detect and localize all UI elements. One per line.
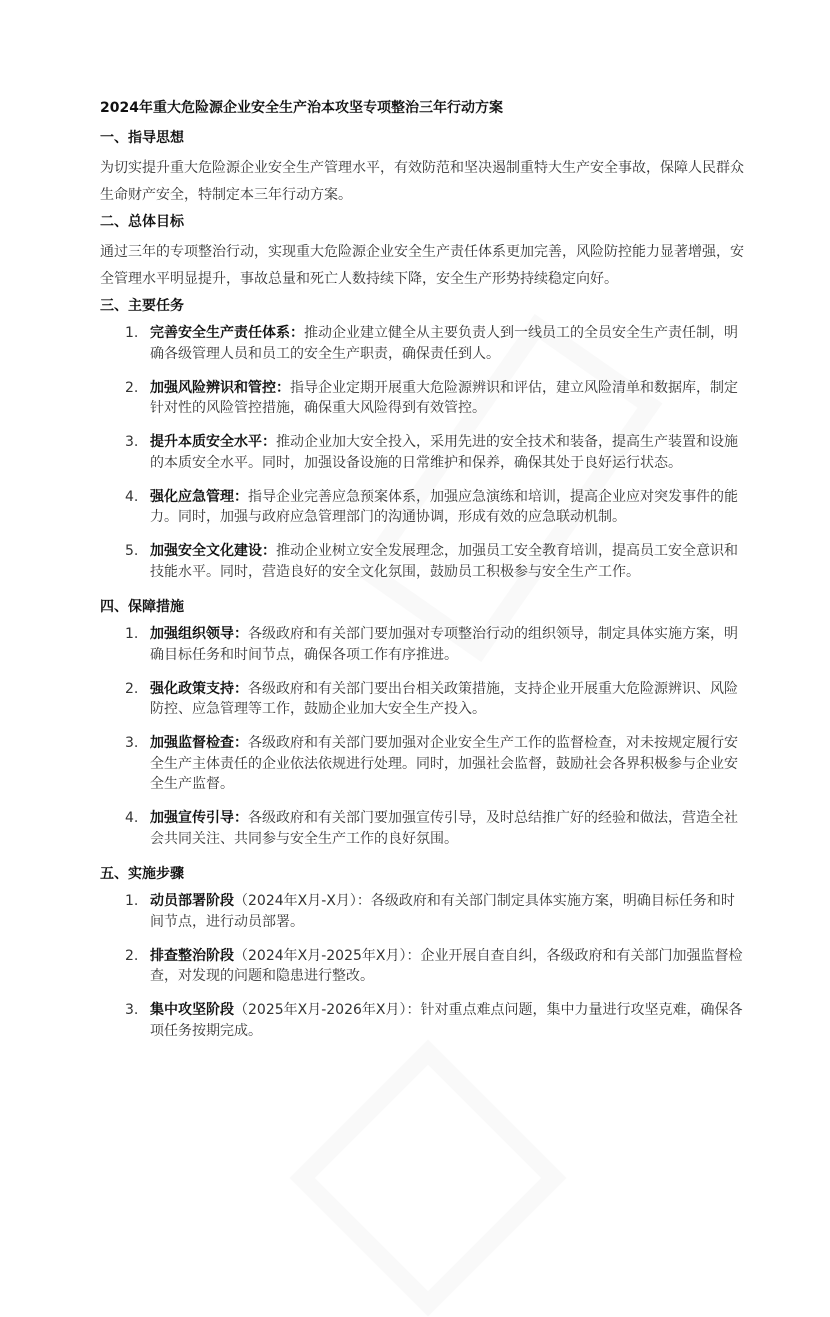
list-text bbox=[150, 624, 745, 665]
list-item bbox=[100, 1000, 745, 1041]
list-item-label: 排查整治阶段 bbox=[150, 947, 234, 964]
list-number: 5. bbox=[125, 543, 139, 559]
list-item-label: 加强组织领导： bbox=[150, 626, 248, 642]
list-number: 4. bbox=[125, 810, 139, 826]
list-item-body: 推动企业树立安全发展理念，加强员工安全教育培训，提高员工安全意识和技能水平。同时，营造良好的安全文化氛围，鼓励员工积极参与安全生产工作。 bbox=[150, 543, 738, 580]
list-text bbox=[150, 946, 745, 987]
list-item-label: 强化政策支持： bbox=[150, 680, 248, 697]
list-item bbox=[100, 378, 745, 419]
numbered-list bbox=[100, 891, 745, 1041]
list-item-label: 加强风险辨识和管控： bbox=[150, 379, 290, 396]
list-number: 2. bbox=[125, 379, 139, 396]
list-item-label: 完善安全生产责任体系： bbox=[150, 325, 304, 341]
list-text bbox=[150, 679, 745, 720]
list-item bbox=[100, 541, 745, 582]
list-text bbox=[150, 1000, 745, 1041]
list-item bbox=[100, 733, 745, 795]
list-item bbox=[100, 891, 745, 932]
list-item bbox=[100, 808, 745, 849]
section-paragraph: 为切实提升重大危险源企业安全生产管理水平，有效防范和坚决遏制重特大生产安全事故，保障人民群众生命财产安全，特制定本三年行动方案。 bbox=[100, 160, 744, 203]
list-item-body: 推动企业加大安全投入，采用先进的安全技术和装备，提高生产装置和设施的本质安全水平。同时，加强设备设施的日常维护和保养，确保其处于良好运行状态。 bbox=[150, 434, 738, 471]
list-text bbox=[150, 487, 745, 528]
numbered-list bbox=[100, 323, 745, 582]
list-text bbox=[150, 432, 745, 473]
list-item-label: 加强监督检查： bbox=[150, 735, 248, 751]
list-number: 3. bbox=[125, 1002, 139, 1018]
numbered-list bbox=[100, 624, 745, 849]
list-item bbox=[100, 323, 745, 364]
list-item-label: 加强宣传引导： bbox=[150, 810, 248, 826]
list-number: 2. bbox=[125, 947, 139, 964]
list-item-body: 各级政府和有关部门要加强对专项整治行动的组织领导，制定具体实施方案，明确目标任务和时间节点，确保各项工作有序推进。 bbox=[150, 626, 738, 663]
list-item-label: 强化应急管理： bbox=[150, 488, 248, 505]
list-item-body: 各级政府和有关部门要出台相关政策措施，支持企业开展重大危险源辨识、风险防控、应急管理等工作，鼓励企业加大安全生产投入。 bbox=[150, 680, 738, 717]
list-number: 4. bbox=[125, 488, 139, 505]
section-heading: 四、保障措施 bbox=[100, 599, 184, 615]
watermark bbox=[289, 1039, 566, 1316]
list-item-label: 集中攻坚阶段 bbox=[150, 1002, 234, 1018]
list-number: 1. bbox=[125, 626, 139, 642]
list-item bbox=[100, 679, 745, 720]
list-item-body: 推动企业建立健全从主要负责人到一线员工的全员安全生产责任制，明确各级管理人员和员工的安全生产职责，确保责任到人。 bbox=[150, 325, 738, 362]
list-number: 1. bbox=[125, 325, 139, 341]
list-item-body: （2024年X月-X月）：各级政府和有关部门制定具体实施方案，明确目标任务和时间节点，进行动员部署。 bbox=[150, 893, 735, 930]
list-item-body: 各级政府和有关部门要加强对企业安全生产工作的监督检查，对未按规定履行安全生产主体责任的企业依法依规进行处理。同时，加强社会监督，鼓励社会各界积极参与企业安全生产监督。 bbox=[150, 735, 738, 792]
list-number: 3. bbox=[125, 735, 139, 751]
list-number: 2. bbox=[125, 680, 139, 697]
list-text bbox=[150, 378, 745, 419]
list-text bbox=[150, 891, 745, 932]
list-item-body: （2025年X月-2026年X月）：针对重点难点问题，集中力量进行攻坚克难，确保各项任务按期完成。 bbox=[150, 1002, 743, 1039]
document-title: 2024年重大危险源企业安全生产治本攻坚专项整治三年行动方案 bbox=[100, 100, 503, 116]
section-heading: 五、实施步骤 bbox=[100, 866, 184, 882]
list-item-label: 加强安全文化建设： bbox=[150, 543, 276, 559]
section-heading: 三、主要任务 bbox=[100, 298, 184, 314]
list-item-label: 动员部署阶段 bbox=[150, 893, 234, 909]
list-item-body: 指导企业定期开展重大危险源辨识和评估，建立风险清单和数据库，制定针对性的风险管控措施，确保重大风险得到有效管控。 bbox=[150, 379, 738, 416]
list-item-body: （2024年X月-2025年X月）：企业开展自查自纠，各级政府和有关部门加强监督检查，对发现的问题和隐患进行整改。 bbox=[150, 947, 743, 984]
list-item bbox=[100, 946, 745, 987]
list-text bbox=[150, 323, 745, 364]
document-page bbox=[100, 97, 745, 1055]
list-item-body: 各级政府和有关部门要加强宣传引导，及时总结推广好的经验和做法，营造全社会共同关注、共同参与安全生产工作的良好氛围。 bbox=[150, 810, 738, 847]
list-item-body: 指导企业完善应急预案体系，加强应急演练和培训，提高企业应对突发事件的能力。同时，加强与政府应急管理部门的沟通协调，形成有效的应急联动机制。 bbox=[150, 488, 738, 525]
list-item bbox=[100, 624, 745, 665]
list-text bbox=[150, 808, 745, 849]
list-text bbox=[150, 541, 745, 582]
section-paragraph: 通过三年的专项整治行动，实现重大危险源企业安全生产责任体系更加完善，风险防控能力显著增强，安全管理水平明显提升，事故总量和死亡人数持续下降，安全生产形势持续稳定向好。 bbox=[100, 244, 744, 287]
list-item-label: 提升本质安全水平： bbox=[150, 434, 276, 450]
section-heading: 一、指导思想 bbox=[100, 130, 184, 146]
list-number: 1. bbox=[125, 893, 139, 909]
list-number: 3. bbox=[125, 434, 139, 450]
list-text bbox=[150, 733, 745, 795]
section-heading: 二、总体目标 bbox=[100, 214, 184, 230]
list-item bbox=[100, 487, 745, 528]
list-item bbox=[100, 432, 745, 473]
